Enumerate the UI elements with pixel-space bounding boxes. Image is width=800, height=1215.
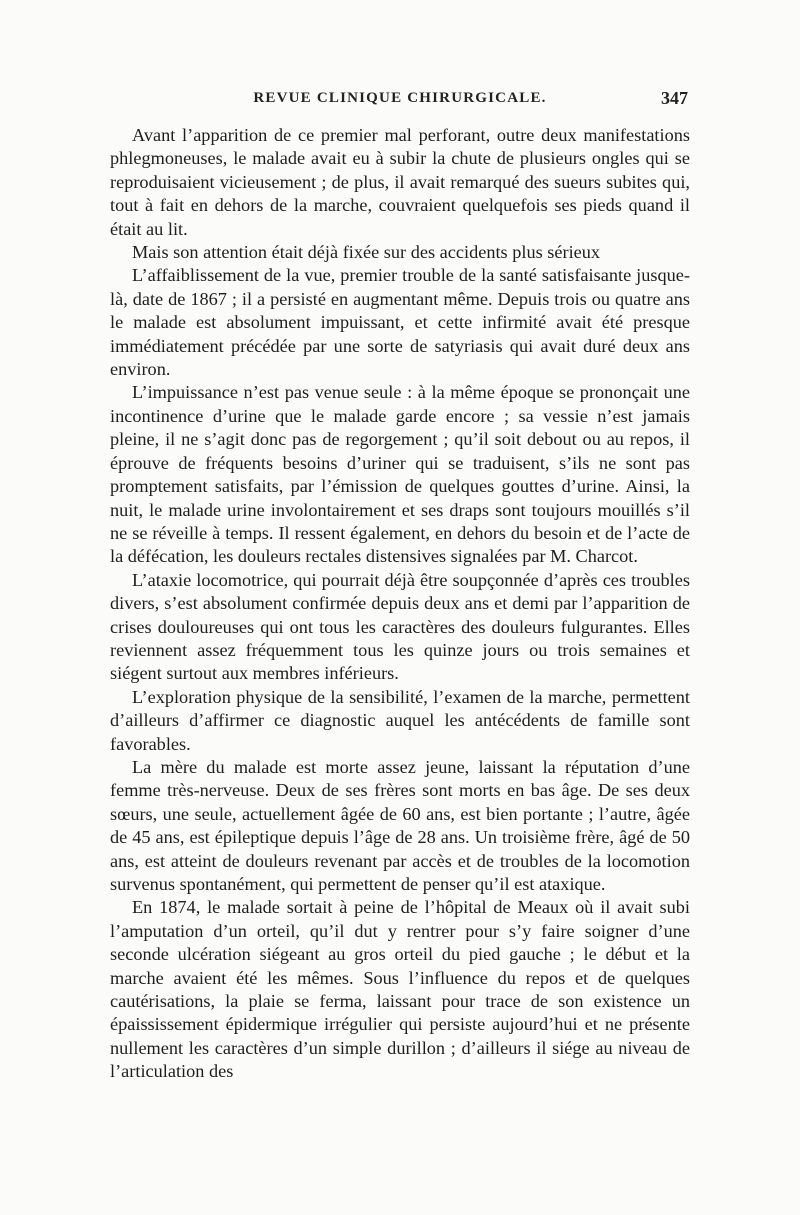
- paragraph: La mère du malade est morte assez jeune, laissant la réputation d’une femme très-nerveuse. Deux de ses frères sont morts en bas âge. De ses deux sœurs, une seule, actuellement âgée de 60 ans, est bien portante ; l’autre, âgée de 45 ans, est épileptique depuis l’âge de 28 ans. Un troisième frère, âgé de 50 ans, est atteint de douleurs revenant par accès et de troubles de la locomotion survenus spontanément, qui permettent de penser qu’il est ataxique.: [110, 756, 690, 894]
- page-header: [110, 88, 690, 118]
- document-page: [110, 88, 690, 1084]
- paragraph: L’affaiblissement de la vue, premier trouble de la santé satisfaisante jusque-là, date de 1867 ; il a persisté en augmentant même. Depuis trois ou quatre ans le malade est absolument impuissant, et cette infirmité avait été presque immédiatement précédée par une sorte de satyriasis qui avait duré deux ans environ.: [110, 265, 690, 380]
- paragraph: L’impuissance n’est pas venue seule : à la même époque se prononçait une incontinence d’urine que le malade garde encore ; sa vessie n’est jamais pleine, il ne s’agit donc pas de regorgement ; qu’il soit debout ou au repos, il éprouve de fréquents besoins d’uriner qui se traduisent, s’ils ne sont pas promptement satisfaits, par l’émission de quelques gouttes d’urine. Ainsi, la nuit, le malade urine involontairement et ses draps sont toujours mouillés s’il ne se réveille à temps. Il ressent également, en dehors du besoin et de l’acte de la défécation, les douleurs rectales distensives signalées par M. Charcot.: [110, 382, 690, 567]
- paragraph: L’ataxie locomotrice, qui pourrait déjà être soupçonnée d’après ces troubles divers, s’est absolument confirmée depuis deux ans et demi par l’apparition de crises douloureuses qui ont tous les caractères des douleurs fulgurantes. Elles reviennent assez fréquemment tous les quinze jours ou trois semaines et siégent surtout aux membres inférieurs.: [110, 569, 690, 684]
- page-number: 347: [661, 88, 688, 108]
- running-head: REVUE CLINIQUE CHIRURGICALE.: [253, 90, 547, 106]
- paragraph: Avant l’apparition de ce premier mal perforant, outre deux manifestations phlegmoneuses, le malade avait eu à subir la chute de plusieurs ongles qui se reproduisaient vicieusement ; de plus, il avait remarqué des sueurs subites qui, tout à fait en dehors de la marche, couvraient quelquefois ses pieds quand il était au lit.: [110, 125, 690, 239]
- paragraph: En 1874, le malade sortait à peine de l’hôpital de Meaux où il avait subi l’amputation d’un orteil, qu’il dut y rentrer pour s’y faire soigner d’une seconde ulcération siégeant au gros orteil du pied gauche ; le début et la marche avaient été les mêmes. Sous l’influence du repos et de quelques cautérisations, la plaie se ferma, laissant pour trace de son existence un épaississement épidermique irrégulier qui persiste aujourd’hui et ne présente nullement les caractères d’un simple durillon ; d’ailleurs il siége au niveau de l’articulation des: [110, 897, 690, 1082]
- paragraph: Mais son attention était déjà fixée sur des accidents plus sérieux: [132, 242, 601, 263]
- body-text: [110, 124, 690, 1084]
- paragraph: L’exploration physique de la sensibilité, l’examen de la marche, permettent d’ailleurs d’affirmer ce diagnostic auquel les antécédents de famille sont favorables.: [110, 686, 690, 754]
